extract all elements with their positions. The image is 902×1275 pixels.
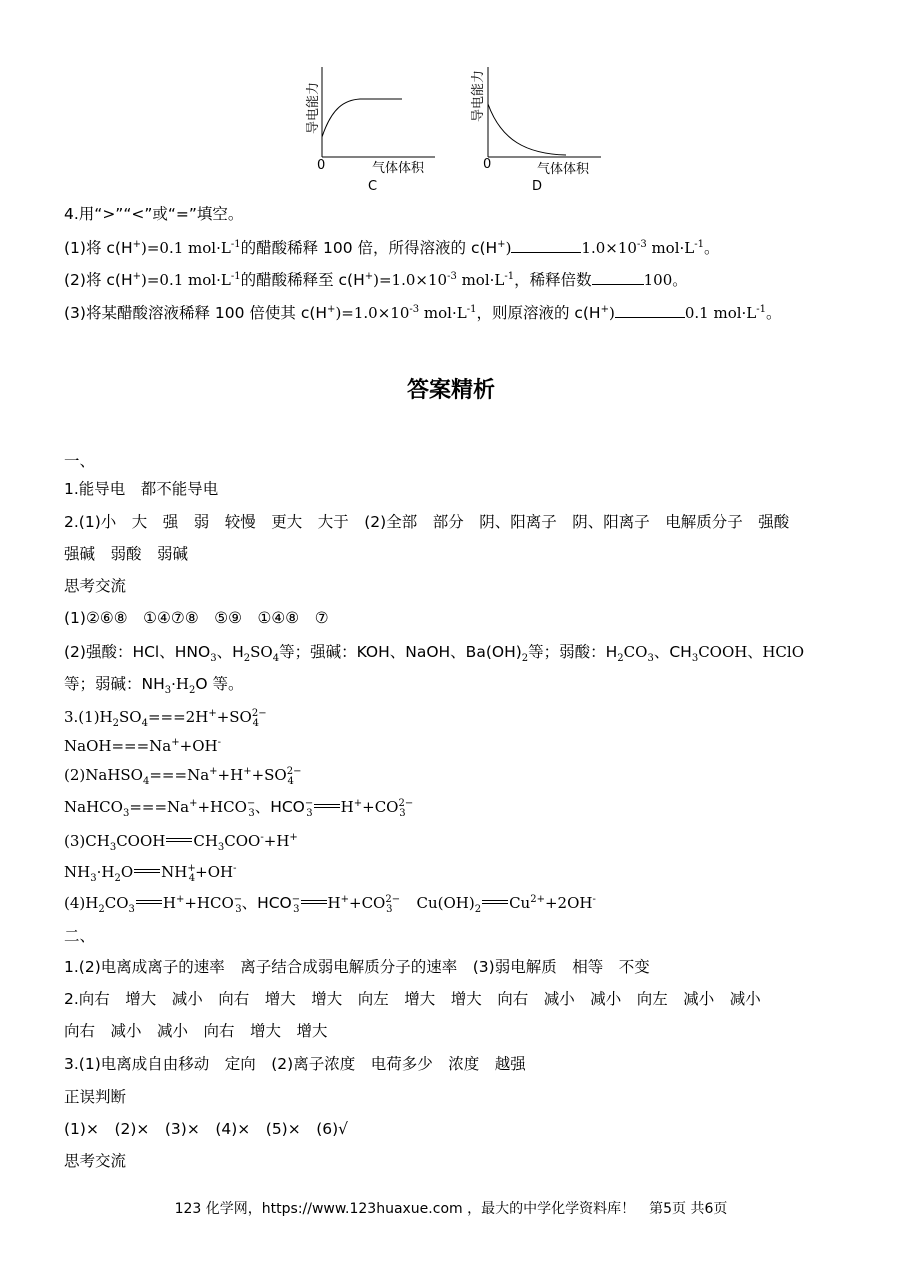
q4-line-2: (2)将 c(H+)=0.1 $mol\cdot L^{-1}$的醋酸稀释至 $c(H^+)=1.0\times 10^{-3}$ $mol\cdot L^{-1}$，稀释倍数 100。 (64, 271, 688, 289)
s2-answer-3: 3.(1)电离成自由移动 定向 (2)离子浓度 电荷多少 浓度 越强 (64, 1055, 526, 1073)
graph-c-ylabel: 导电能力 (306, 81, 321, 134)
q4-line-1: (1)将 c(H+)=0.1 $mol\cdot L^{-1}$的醋酸稀释 100 倍，所得溶液的 c(H+) $1.0\times 10^{-3}$ $mol\cdot L^{-1}$。 (64, 239, 720, 257)
q4-intro: 4.用“>”“<”或“=”填空。 (64, 205, 244, 223)
answer-blank-1[interactable] (511, 238, 581, 253)
equilibrium-arrow (134, 868, 160, 874)
s2-think-heading: 思考交流 (64, 1152, 127, 1170)
equation-2: NaOH===Na++OH- (64, 737, 221, 755)
s2-judge-answers: (1)× (2)× (3)× (4)× (5)× (6)√ (64, 1120, 349, 1138)
s1-answer-1: 1.能导电 都不能导电 (64, 480, 219, 498)
graph-c (300, 62, 440, 192)
answer-title: 答案精析 (406, 378, 495, 403)
equilibrium-arrow (482, 899, 508, 905)
graph-c-curve (322, 99, 402, 137)
equilibrium-arrow (136, 899, 162, 905)
graph-c-origin: 0 (317, 158, 326, 173)
graph-d-xlabel: 气体体积 (537, 162, 590, 177)
page-footer: 123 化学网，https://www.123huaxue.com ，最大的中学化学资料库！ 第5页 共6页 (174, 1201, 728, 1217)
graph-d (466, 62, 606, 192)
graph-c-xlabel: 气体体积 (372, 161, 425, 176)
equation-5: $(3)CH_3COOH$ $CH_3COO^-+H^+$ (64, 832, 298, 853)
graph-c-caption: C (368, 179, 378, 192)
graph-d-caption: D (532, 179, 543, 192)
equilibrium-arrow (166, 837, 192, 843)
answer-blank-3[interactable] (615, 303, 685, 318)
equilibrium-arrow (314, 803, 340, 809)
s2-answer-2-line-1: 2.向右 增大 减小 向右 增大 增大 向左 增大 增大 向右 减小 减小 向左 减小 减小 (64, 990, 761, 1008)
graph-d-origin: 0 (483, 157, 492, 172)
section-1-head: 一、 (64, 452, 96, 470)
q4-line-3: (3)将某醋酸溶液稀释 100 倍使其 $c(H^+)=1.0\times 10^{-3}$ $mol\cdot L^{-1}$，则原溶液的 c(H+) 0.1 $mol\cdot L^{-1}$。 (64, 304, 782, 322)
equilibrium-arrow (301, 899, 327, 905)
equation-3: $(2)NaHSO_4===Na^++H^++SO^{2-}_4$ (64, 766, 302, 787)
s1-answer-2-line-1: 2.(1)小 大 强 弱 较慢 更大 大于 (2)全部 部分 阴、阳离子 阴、阳离子 电解质分子 强酸 (64, 513, 790, 531)
graph-d-ylabel: 导电能力 (471, 69, 486, 122)
s1-answer-2-line-2: 强碱 弱酸 弱碱 (64, 545, 189, 563)
equation-1: $3.(1)H_2SO_4===2H^++SO^{2-}_4$ (64, 708, 267, 729)
section-2-head: 二、 (64, 927, 96, 945)
s2-judge-heading: 正误判断 (64, 1088, 127, 1106)
s1-think-2-line-2: 等；弱碱：$NH_3\cdot H_2O$ 等。 (64, 675, 244, 696)
graph-d-curve (488, 104, 566, 155)
equation-7: $(4)H_2CO_3$ $H^++HCO^-_3$、$HCO^-_3$ $H^++CO^{2-}_3$ $Cu(OH)_2$ $Cu^{2+}+2OH^-$ (64, 894, 596, 915)
s2-answer-1: 1.(2)电离成离子的速率 离子结合成弱电解质分子的速率 (3)弱电解质 相等 不变 (64, 958, 650, 976)
answer-blank-2[interactable] (592, 270, 644, 285)
s1-think-heading: 思考交流 (64, 577, 127, 595)
s1-think-2-line-1: (2)强酸：HCl、$HNO_3$、$H_2SO_4$等；强碱：KOH、NaOH、$Ba(OH)_2$等；弱酸：$H_2CO_3$、$CH_3COOH$、HClO (64, 643, 804, 664)
equation-4: $NaHCO_3===Na^++HCO^-_3$、$HCO^-_3$ $H^++CO^{2-}_3$ (64, 798, 414, 819)
s2-answer-2-line-2: 向右 减小 减小 向右 增大 增大 (64, 1022, 328, 1040)
s1-think-1: (1)②⑥⑧ ①④⑦⑧ ⑤⑨ ①④⑧ ⑦ (64, 609, 329, 627)
equation-6: $NH_3\cdot H_2O$ $NH^+_4+OH^-$ (64, 863, 237, 884)
